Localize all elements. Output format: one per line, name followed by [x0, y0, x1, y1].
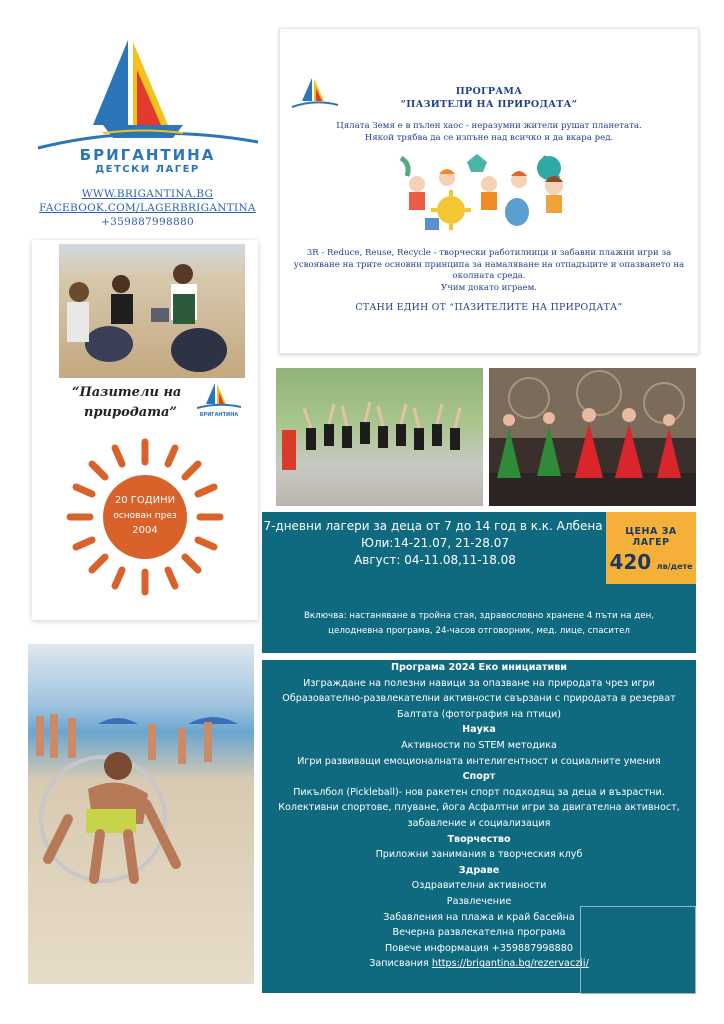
sport-line: Колективни спортове, плуване, йога Асфалтни игри за двигателна активност, [278, 802, 680, 814]
program-2024-title: Програма 2024 Еко инициативи [391, 662, 567, 673]
fun-line: Вечерна развлекателна програма [392, 927, 566, 939]
price-badge [606, 512, 696, 584]
svg-text:БРИГАНТИНА: БРИГАНТИНА [199, 412, 239, 418]
fun-line: Забавления на плажа и край басейна [383, 911, 575, 923]
science-line: Активности по STEM методика [401, 739, 557, 751]
sailboat-logo-icon [33, 30, 263, 150]
brand-subtitle: ДЕТСКИ ЛАГЕР [95, 164, 200, 175]
website-link[interactable]: WWW.BRIGANTINA.BG [81, 188, 214, 200]
program-body-line: 3R - Reduce, Reuse, Recycle - творчески работилници и забавни плажни игри за [306, 248, 672, 258]
program-card [279, 28, 699, 354]
fun-line: Повече информация +359887998880 [385, 942, 573, 954]
small-sailboat-logo-icon [290, 75, 340, 115]
sun-founded-label: основан през [113, 511, 177, 521]
phone-number: +359887998880 [101, 216, 194, 228]
sun-years: 20 ГОДИНИ [114, 495, 176, 506]
left-info-card [32, 240, 258, 620]
quote-line: “Пазители на [72, 385, 182, 400]
science-line: Игри развиващи емоционалната интелигентност и социалните умения [297, 755, 661, 767]
program-body-line: околната среда. [452, 271, 526, 281]
kids-jumping-photo [276, 368, 483, 506]
program-body-line: Учим докато играем. [440, 282, 537, 293]
signup-link[interactable]: https://brigantina.bg/rezervaczii/ [431, 958, 589, 970]
brand-name: БРИГАНТИНА [79, 146, 216, 164]
price-label: ЦЕНА ЗА [625, 526, 677, 537]
price-label: ЛАГЕР [632, 537, 670, 548]
brand-logo-block [30, 30, 265, 230]
kids-cleaning-photo [59, 244, 245, 378]
creativity-heading: Творчество [447, 833, 511, 845]
health-heading: Здраве [458, 864, 500, 876]
price-amount: 420 [609, 550, 652, 574]
sport-line: забавление и социализация [407, 817, 551, 829]
program-intro-line: Някой трябва да се изпъне над всичко и да вкара ред. [364, 132, 614, 143]
program-line: Балтата (фотография на птици) [397, 708, 561, 720]
beach-activity-photo [28, 644, 254, 984]
health-line: Оздравителни активности [411, 880, 547, 892]
program-line: Изграждане на полезни навици за опазване на природата чрез игри [303, 677, 655, 689]
decorative-frame [580, 906, 696, 994]
program-cta: СТАНИ ЕДИН ОТ “ПАЗИТЕЛИТЕ НА ПРИРОДАТА” [355, 302, 623, 313]
signup-label: Записвания [369, 958, 432, 970]
kids-eco-illustration [389, 148, 589, 236]
health-line: Развлечение [446, 895, 512, 907]
creativity-line: Приложни занимания в творческия клуб [375, 849, 583, 861]
dance-performance-photo [489, 368, 696, 506]
camp-headline: 7-дневни лагери за деца от 7 до 14 год в к.к. Албена [263, 519, 603, 533]
price-unit: лв/дете [656, 562, 693, 571]
program-intro-line: Цялата Земя е в пълен хаос - неразумни жители рушат планетата. [336, 121, 642, 131]
program-line: Образователно-развлекателни активности свързани с природата в резерват [282, 693, 676, 705]
program-title: ПРОГРАМА [455, 86, 523, 97]
quote-line: природата” [84, 405, 177, 420]
sport-line: Пикълбол (Pickleball)- нов ракетен спорт подходящ за деца и възрастни. [293, 786, 665, 798]
camp-august-dates: Август: 04-11.08,11-18.08 [354, 553, 516, 567]
sun-founded-year: 2004 [132, 525, 158, 536]
program-body-line: усвояване на трите основни принципа за намаляване на отпадъците и опазването на [293, 259, 685, 270]
camp-july-dates: Юли:14-21.07, 21-28.07 [360, 536, 509, 550]
includes-line: целодневна програма, 24-часов отговорник, мед. лице, спасител [328, 626, 630, 636]
sport-heading: Спорт [462, 771, 496, 783]
includes-line: Включва: настаняване в тройна стая, здравословно хранене 4 пъти на ден, [303, 611, 655, 621]
small-brand-logo-icon [195, 380, 243, 420]
science-heading: Наука [462, 724, 496, 736]
facebook-link[interactable]: FACEBOOK.COM/LAGERBRIGANTINA [39, 202, 256, 214]
program-subtitle: “ПАЗИТЕЛИ НА ПРИРОДАТА” [400, 99, 578, 110]
